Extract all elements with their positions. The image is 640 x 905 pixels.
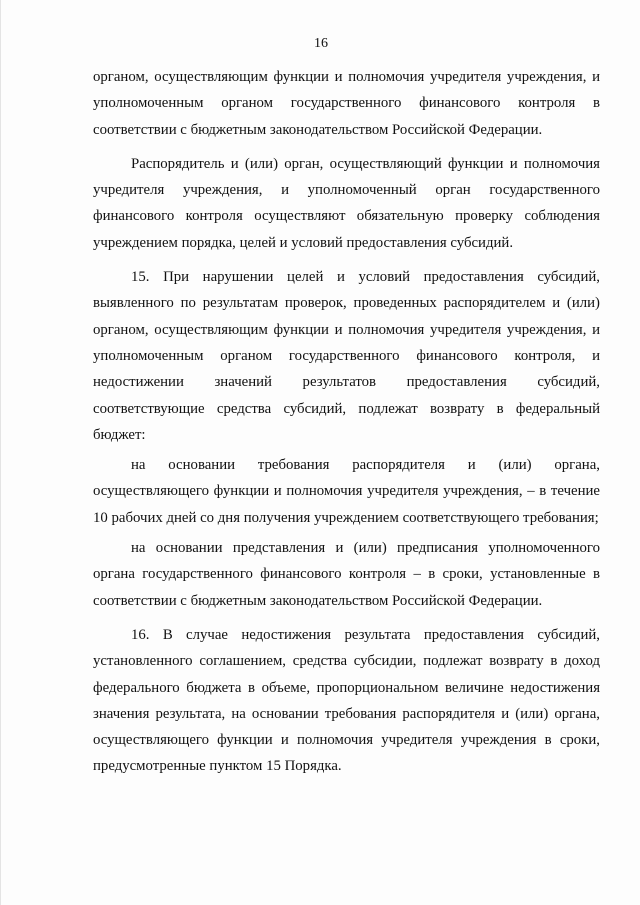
paragraph-requirement-basis: на основании требования распорядителя и (или) органа, осуществляющего функции и полномочия учредителя учреждения, – в течение 10 рабочих дней со дня получения учреждением соответствующего требования;: [93, 457, 600, 526]
paragraph-continuation: органом, осуществляющим функции и полномочия учредителя учреждения, и уполномоченным органом государственного финансового контроля в соответствии с бюджетным законодательством Российской Федерации.: [93, 69, 600, 138]
paragraph-order-basis: на основании представления и (или) предписания уполномоченного органа государственного финансового контроля – в сроки, установленные в соответствии с бюджетным законодательством Российской Федерации.: [93, 540, 600, 609]
document-body: [93, 64, 600, 780]
paragraph-inspection: Распорядитель и (или) орган, осуществляющий функции и полномочия учредителя учреждения, и уполномоченный орган государственного финансового контроля осуществляют обязательную проверку соблюдения учреждением порядка, целей и условий предоставления субсидий.: [93, 155, 600, 251]
page-number: 16: [314, 36, 328, 51]
paragraph-item-16: 16. В случае недостижения результата предоставления субсидий, установленного соглашением, средства субсидии, подлежат возврату в доход федерального бюджета в объеме, пропорциональном величине недостижения значения результата, на основании требования распорядителя и (или) органа, осуществляющего функции и полномочия учредителя учреждения в сроки, предусмотренные пунктом 15 Порядка.: [93, 626, 600, 775]
paragraph-item-15: 15. При нарушении целей и условий предоставления субсидий, выявленного по результатам проверок, проведенных распорядителем и (или) органом, осуществляющим функции и полномочия учредителя учреждения, и уполномоченным органом государственного финансового контроля, и недостижении значений результатов предоставления субсидий, соответствующие средства субсидий, подлежат возврату в федеральный бюджет:: [93, 269, 600, 443]
